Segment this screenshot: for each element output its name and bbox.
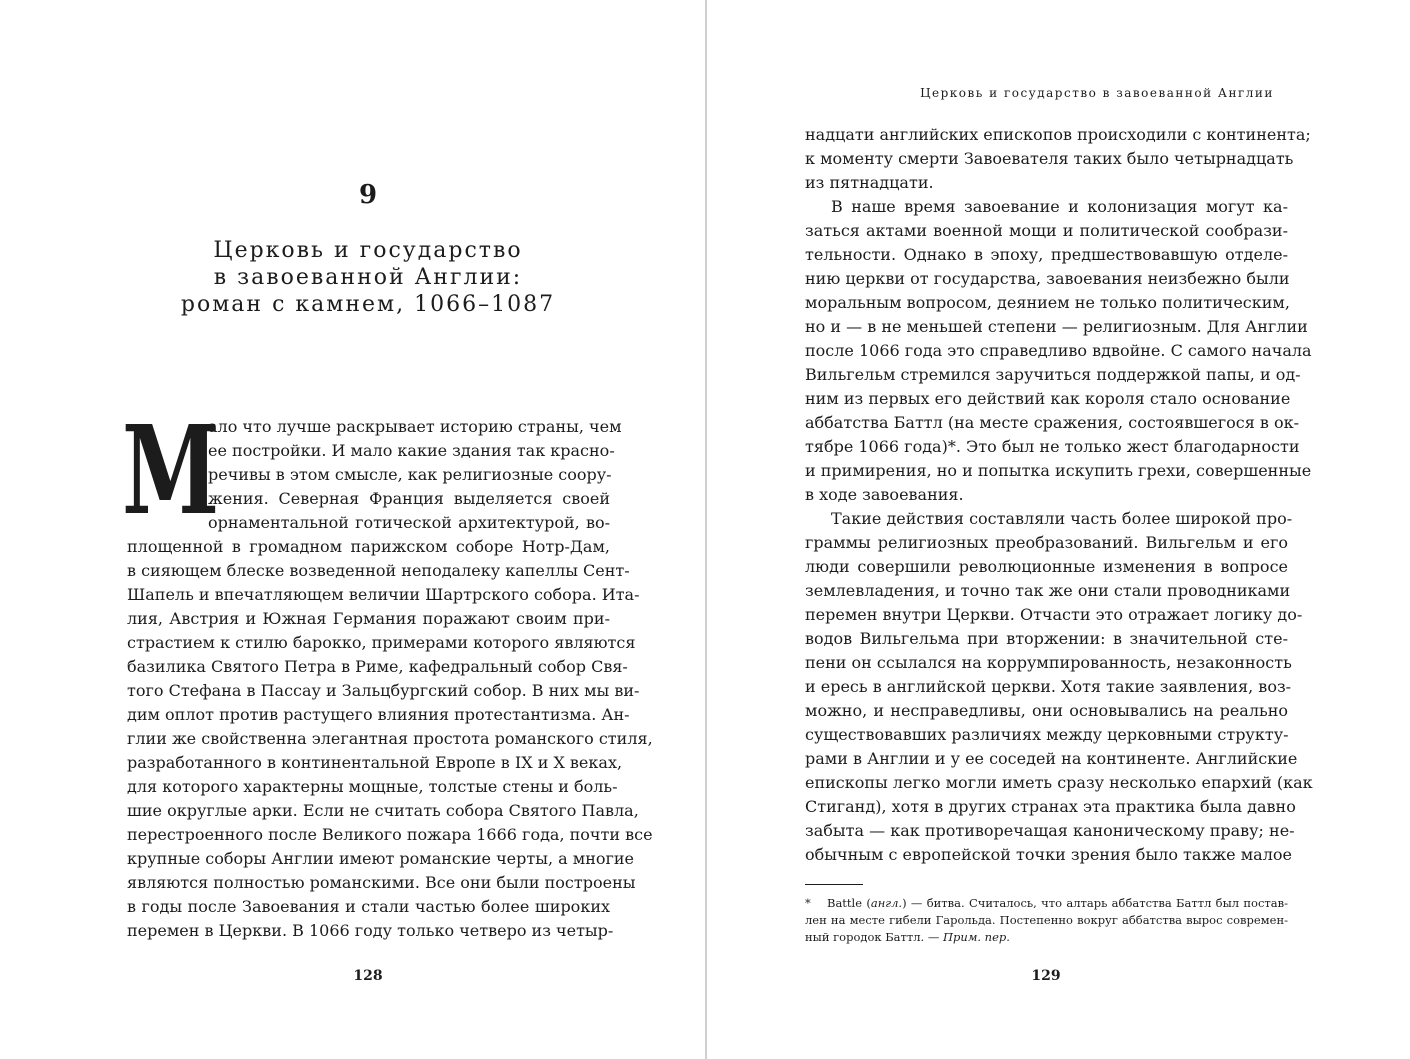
text-line: перемен внутри Церкви. Отчасти это отражает логику до- xyxy=(805,605,1303,624)
chapter-title-line: Церковь и государство xyxy=(213,238,523,263)
text-line: базилика Святого Петра в Риме, кафедральный собор Свя- xyxy=(127,657,628,676)
text-line: граммы религиозных преобразований. Вильгельм и его xyxy=(805,533,1288,552)
text-line: глии же свойственна элегантная простота романского стиля, xyxy=(127,729,653,748)
drop-cap: М xyxy=(122,398,220,542)
chapter-title xyxy=(0,237,736,318)
text-line: Вильгельм стремился заручиться поддержкой папы, и од- xyxy=(805,365,1301,384)
chapter-title-line: роман с камнем, 1066–1087 xyxy=(180,292,556,317)
text-line: люди совершили революционные изменения в вопросе xyxy=(805,557,1288,576)
text-line: водов Вильгельма при вторжении: в значительной сте- xyxy=(805,629,1288,648)
text-line: заться актами военной мощи и политической сообрази- xyxy=(805,221,1288,240)
text-line: Стиганд), хотя в других странах эта практика была давно xyxy=(805,797,1296,816)
chapter-number: 9 xyxy=(358,180,378,210)
footnote-marker: * xyxy=(805,896,811,910)
text-line: к моменту смерти Завоевателя таких было четырнадцать xyxy=(805,149,1294,168)
text-line: того Стефана в Пассау и Зальцбургский собор. В них мы ви- xyxy=(127,681,640,700)
text-line: в ходе завоевания. xyxy=(805,485,964,504)
text-line: жения. Северная Франция выделяется своей xyxy=(208,489,610,508)
text-line: для которого характерны мощные, толстые стены и боль- xyxy=(127,777,618,796)
text-line: нию церкви от государства, завоевания неизбежно были xyxy=(805,269,1290,288)
text-line: площенной в громадном парижском соборе Нотр-Дам, xyxy=(127,537,610,556)
text-line: и ересь в английской церкви. Хотя такие заявления, воз- xyxy=(805,677,1292,696)
text-line: обычным с европейской точки зрения было также малое xyxy=(805,845,1292,864)
text-line: в годы после Завоевания и стали частью более широких xyxy=(127,897,610,916)
text-line: ало что лучше раскрывает историю страны, чем xyxy=(208,417,622,436)
text-line: лия, Австрия и Южная Германия поражают своим при- xyxy=(127,609,610,628)
running-head: Церковь и государство в завоеванной Англии xyxy=(920,86,1274,100)
right-page xyxy=(708,0,1410,1059)
text-line: орнаментальной готической архитектурой, во- xyxy=(208,513,610,532)
text-line: аббатства Баттл (на месте сражения, состоявшегося в ок- xyxy=(805,413,1299,432)
text-line: моральным вопросом, деянием не только политическим, xyxy=(805,293,1290,312)
text-line: ним из первых его действий как короля стало основание xyxy=(805,389,1291,408)
text-line: можно, и несправедливы, они основывались на реально xyxy=(805,701,1288,720)
text-line: забыта — как противоречащая каноническому праву; не- xyxy=(805,821,1295,840)
text-line: пени он ссылался на коррумпированность, незаконность xyxy=(805,653,1292,672)
footnote-italic: англ. xyxy=(870,896,903,910)
text-line: перестроенного после Великого пожара 1666 года, почти все xyxy=(127,825,653,844)
text-line: в сияющем блеске возведенной неподалеку капеллы Сент- xyxy=(127,561,630,580)
chapter-title-line: в завоеванной Англии: xyxy=(213,265,523,290)
text-line: крупные соборы Англии имеют романские черты, а многие xyxy=(127,849,635,868)
page-number: 128 xyxy=(353,968,383,984)
right-body-text xyxy=(805,123,1313,867)
text-line: Шапель и впечатляющем величии Шартрского собора. Ита- xyxy=(127,585,640,604)
text-line: и примирения, но и попытка искупить грехи, совершенные xyxy=(805,461,1312,480)
text-line: речивы в этом смысле, как религиозные соору- xyxy=(208,465,612,484)
text-line: являются полностью романскими. Все они были построены xyxy=(127,873,636,892)
footnote-text: ный городок Баттл. — xyxy=(805,930,944,944)
footnote-rule xyxy=(805,884,863,885)
left-body-text xyxy=(127,559,653,943)
text-line: ее постройки. И мало какие здания так красно- xyxy=(208,441,615,460)
text-line: тябре 1066 года)*. Это был не только жест благодарности xyxy=(805,437,1300,456)
text-beside-drop-cap xyxy=(127,415,622,559)
footnote-text: лен на месте гибели Гарольда. Постепенно вокруг аббатства вырос современ- xyxy=(805,913,1288,927)
footnote-text: ) — битва. Считалось, что алтарь аббатства Баттл был постав- xyxy=(902,896,1288,910)
text-line: В наше время завоевание и колонизация могут ка- xyxy=(831,197,1288,216)
text-line: страстием к стилю барокко, примерами которого являются xyxy=(127,633,636,652)
text-line: перемен в Церкви. В 1066 году только четверо из четыр- xyxy=(127,921,614,940)
text-line: Такие действия составляли часть более широкой про- xyxy=(831,509,1293,528)
text-line: епископы легко могли иметь сразу несколько епархий (как xyxy=(805,773,1313,792)
text-line: разработанного в континентальной Европе в IX и X веках, xyxy=(127,753,623,772)
text-line: но и — в не меньшей степени — религиозным. Для Англии xyxy=(805,317,1308,336)
text-line: рами в Англии и у ее соседей на континенте. Английские xyxy=(805,749,1298,768)
footnote-text: Battle ( xyxy=(827,896,871,910)
text-line: шие округлые арки. Если не считать собора Святого Павла, xyxy=(127,801,639,820)
footnote xyxy=(805,895,1288,946)
text-line: тельности. Однако в эпоху, предшествовавшую отделе- xyxy=(805,245,1288,264)
footnote-italic: Прим. пер. xyxy=(943,930,1010,944)
text-line: из пятнадцати. xyxy=(805,173,934,192)
text-line: дим оплот против растущего влияния протестантизма. Ан- xyxy=(127,705,630,724)
text-line: существовавших различиях между церковными структу- xyxy=(805,725,1289,744)
page-number: 129 xyxy=(1031,968,1061,984)
text-line: землевладения, и точно так же они стали проводниками xyxy=(805,581,1291,600)
text-line: после 1066 года это справедливо вдвойне. С самого начала xyxy=(805,341,1312,360)
text-line: надцати английских епископов происходили с континента; xyxy=(805,125,1311,144)
